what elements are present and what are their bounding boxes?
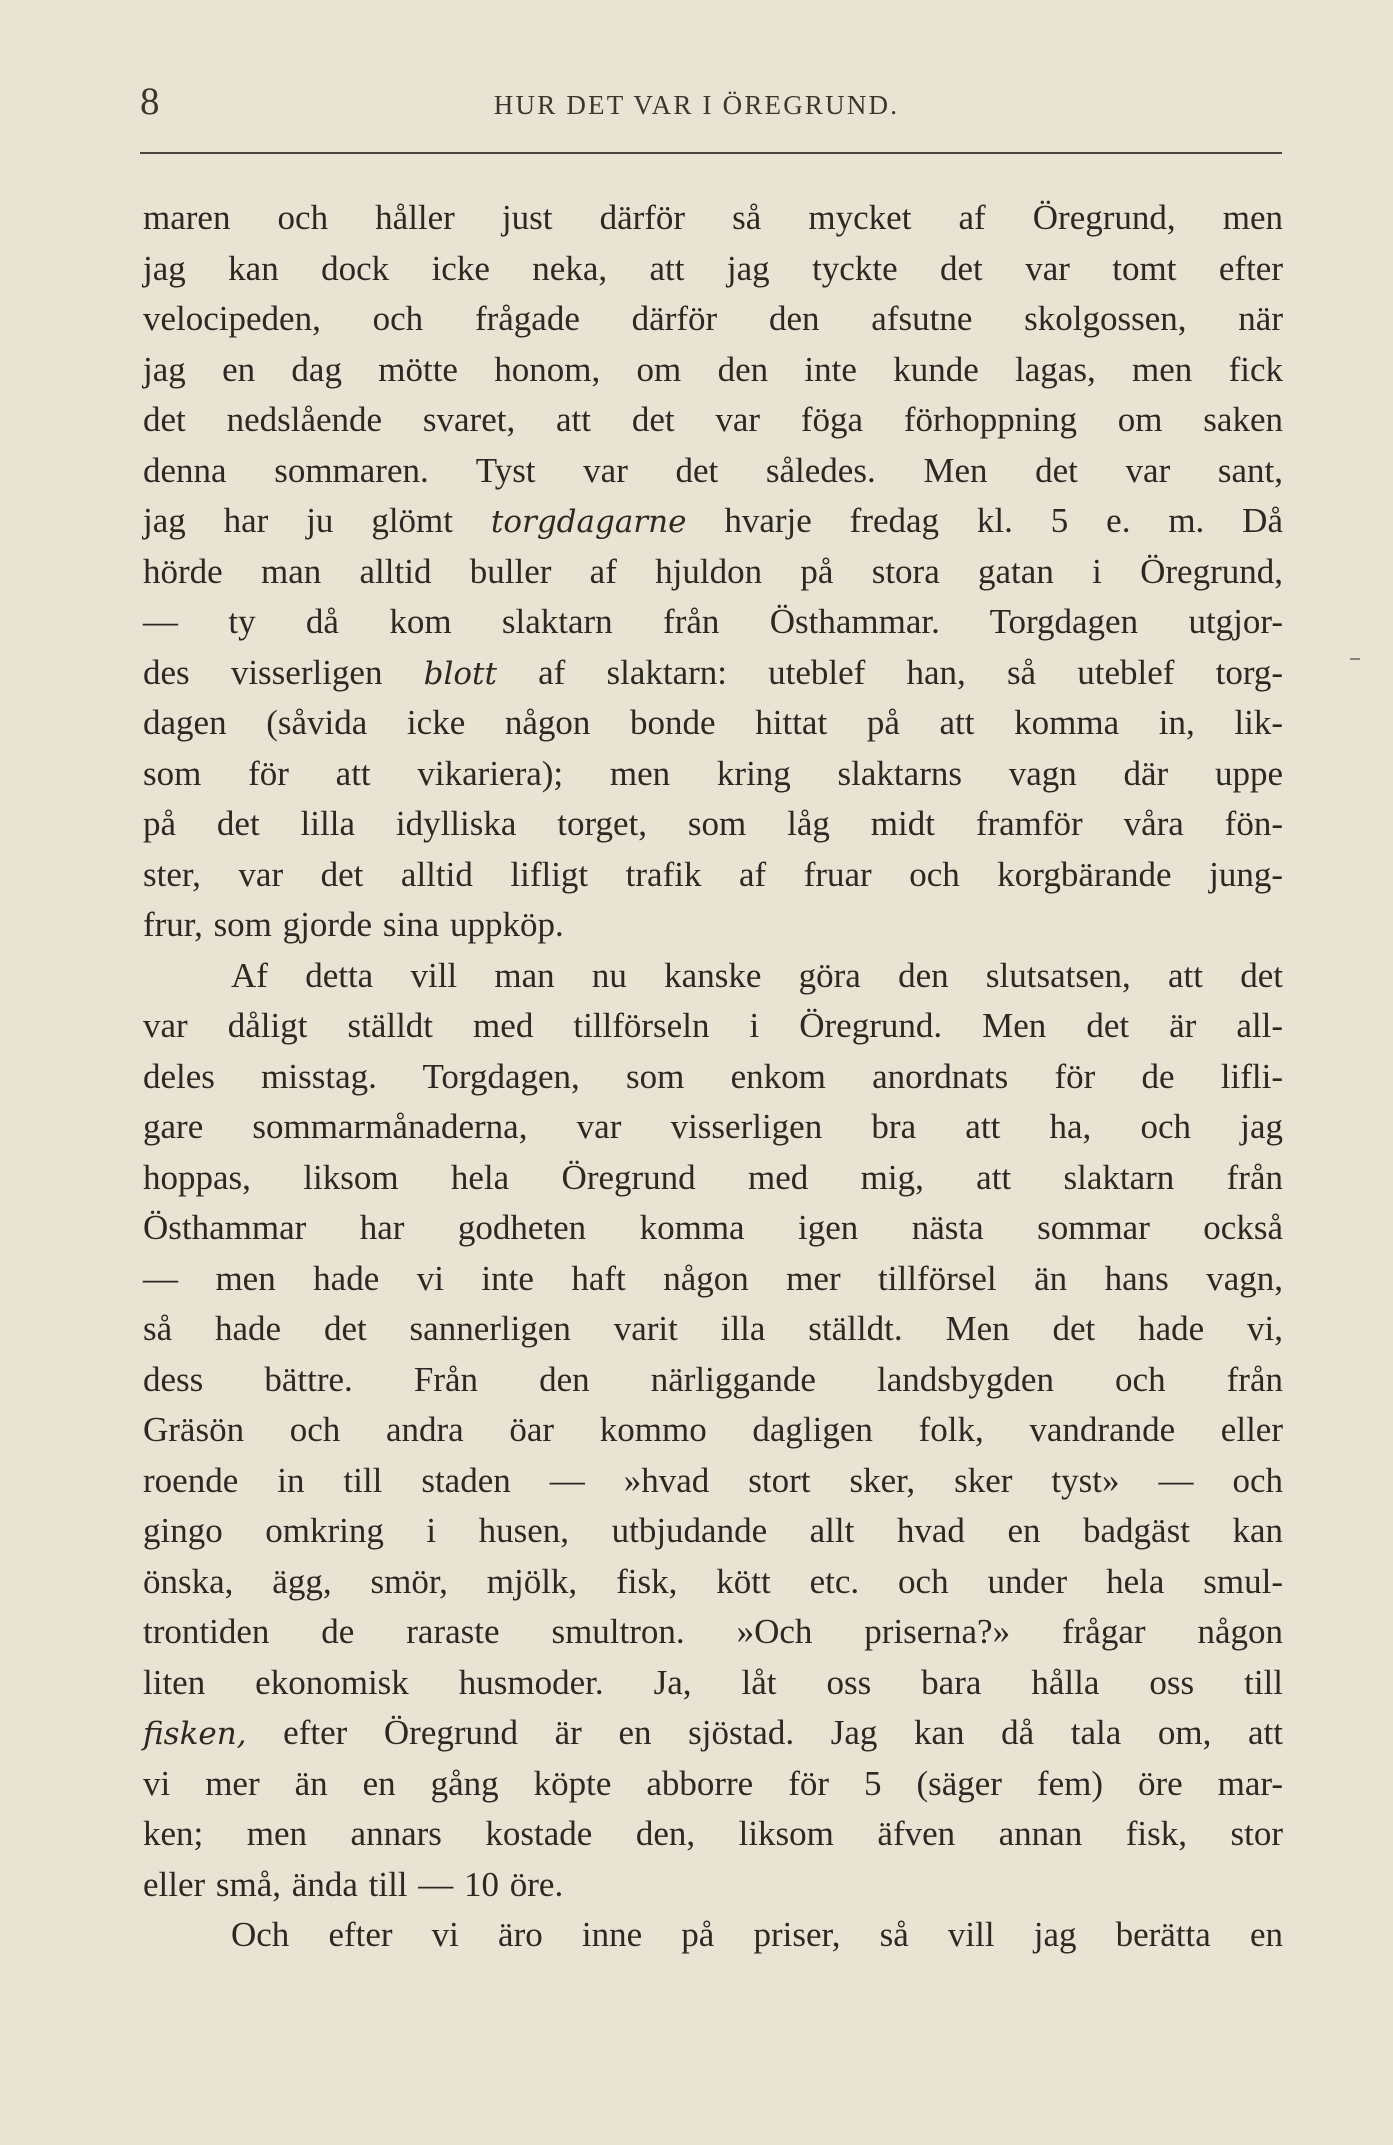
text-line: velocipeden, och frågade därför den afsutne skolgossen, när xyxy=(143,299,1283,338)
text-line: ster, var det alltid lifligt trafik af fruar och korgbärande jung- xyxy=(143,854,1283,894)
text-line: var dåligt ställdt med tillförseln i Öregrund. Men det är all- xyxy=(143,1006,1283,1045)
text-line: som för att vikariera); men kring slaktarns vagn där uppe xyxy=(143,753,1283,793)
page-number: 8 xyxy=(140,80,160,123)
text-line: — ty då kom slaktarn från Östhammar. Torgdagen utgjor- xyxy=(143,602,1283,641)
text-line: hörde man alltid buller af hjuldon på stora gatan i Öregrund, xyxy=(143,551,1283,591)
text-line: Och efter vi äro inne på priser, så vill jag berätta en xyxy=(231,1915,1283,1954)
margin-mark xyxy=(1350,658,1360,660)
text-line: dess bättre. Från den närliggande landsbygden och från xyxy=(143,1359,1283,1399)
text-run: jag har ju glömt xyxy=(143,501,491,540)
text-line: maren och håller just därför så mycket af Öregrund, men xyxy=(143,198,1283,237)
text-run: hvarje fredag kl. 5 e. m. Då xyxy=(686,501,1283,540)
text-line: Östhammar har godheten komma igen nästa sommar också xyxy=(143,1208,1283,1247)
text-line: eller små, ända till — 10 öre. xyxy=(143,1864,564,1904)
text-line: liten ekonomisk husmoder. Ja, låt oss bara hålla oss till xyxy=(143,1662,1283,1702)
running-title: HUR DET VAR I ÖREGRUND. xyxy=(493,90,900,120)
text-line: gingo omkring i husen, utbjudande allt hvad en badgäst kan xyxy=(143,1511,1283,1550)
italic-word: fisken, xyxy=(143,1716,247,1752)
text-line: roende in till staden — »hvad stort sker, sker tyst» — och xyxy=(143,1460,1283,1500)
text-run: af slaktarn: uteblef han, så uteblef torg- xyxy=(496,652,1283,692)
text-line: vi mer än en gång köpte abborre för 5 (säger fem) öre mar- xyxy=(143,1763,1283,1803)
text-line xyxy=(143,496,1283,547)
body-text xyxy=(143,193,1283,1961)
text-line: ken; men annars kostade den, liksom äfven annan fisk, stor xyxy=(143,1814,1283,1853)
text-line: trontiden de raraste smultron. »Och priserna?» frågar någon xyxy=(143,1612,1283,1651)
text-line: jag en dag mötte honom, om den inte kunde lagas, men fick xyxy=(143,349,1283,389)
italic-word: torgdagarne xyxy=(490,504,687,540)
header-rule xyxy=(140,152,1282,154)
text-line: gare sommarmånaderna, var visserligen bra att ha, och jag xyxy=(143,1107,1283,1146)
text-line: så hade det sannerligen varit illa ställdt. Men det hade vi, xyxy=(143,1309,1283,1348)
text-line: — men hade vi inte haft någon mer tillförsel än hans vagn, xyxy=(143,1258,1283,1298)
text-line: jag kan dock icke neka, att jag tyckte det var tomt efter xyxy=(143,248,1283,288)
text-line: denna sommaren. Tyst var det således. Men det var sant, xyxy=(143,450,1283,490)
text-line: deles misstag. Torgdagen, som enkom anordnats för de lifli- xyxy=(143,1056,1283,1096)
text-line: dagen (såvida icke någon bonde hittat på att komma in, lik- xyxy=(143,703,1283,742)
text-run: efter Öregrund är en sjöstad. Jag kan då tala om, att xyxy=(246,1713,1283,1752)
text-line xyxy=(143,1708,1283,1759)
text-line: Af detta vill man nu kanske göra den slutsatsen, att det xyxy=(231,955,1283,995)
text-line: det nedslående svaret, att det var föga förhoppning om saken xyxy=(143,400,1283,439)
text-line: frur, som gjorde sina uppköp. xyxy=(143,905,564,944)
text-line: Gräsön och andra öar kommo dagligen folk, vandrande eller xyxy=(143,1410,1283,1449)
text-line xyxy=(143,648,1283,699)
text-line: på det lilla idylliska torget, som låg midt framför våra fön- xyxy=(143,804,1283,843)
text-run: des visserligen xyxy=(143,652,424,692)
italic-word: blott xyxy=(423,655,497,692)
text-line: önska, ägg, smör, mjölk, fisk, kött etc. och under hela smul- xyxy=(143,1561,1283,1601)
text-line: hoppas, liksom hela Öregrund med mig, att slaktarn från xyxy=(143,1157,1283,1197)
